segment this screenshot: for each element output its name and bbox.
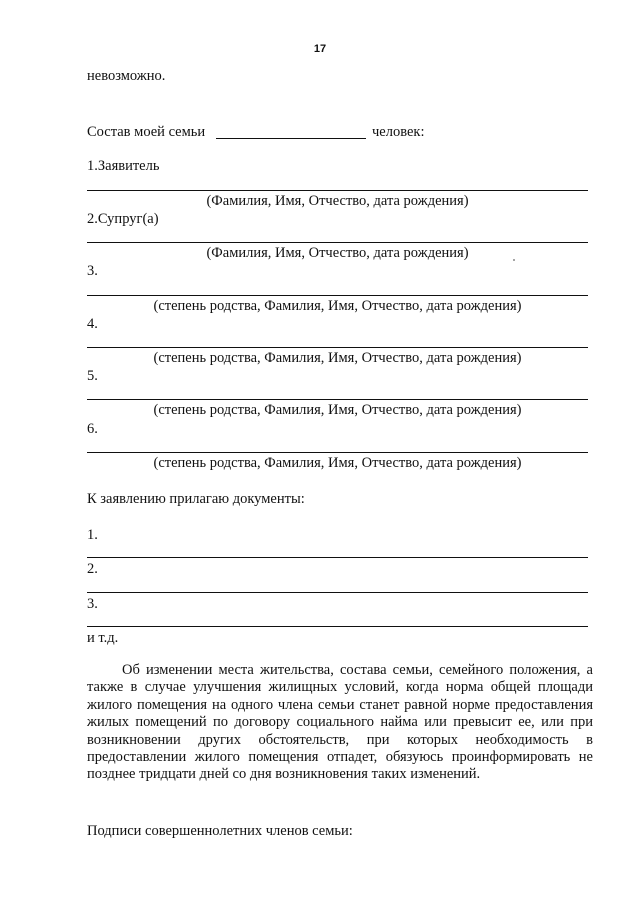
- document-item-number: 2.: [87, 561, 98, 577]
- documents-heading: К заявлению прилагаю документы:: [87, 491, 305, 507]
- member-entry-line[interactable]: [87, 399, 588, 400]
- continuation-text: невозможно.: [87, 68, 166, 84]
- member-number: 6.: [87, 421, 98, 437]
- family-composition-label: Состав моей семьи: [87, 124, 206, 140]
- scan-speck: [513, 259, 515, 261]
- document-entry-line[interactable]: [87, 626, 588, 627]
- documents-etc: и т.д.: [87, 630, 119, 646]
- member-entry-line[interactable]: [87, 242, 588, 243]
- document-item-number: 3.: [87, 596, 98, 612]
- member-caption: (степень родства, Фамилия, Имя, Отчество, дата рождения): [153, 350, 522, 366]
- member-entry-line[interactable]: [87, 295, 588, 296]
- family-count-field[interactable]: [216, 138, 366, 139]
- member-entry-line[interactable]: [87, 452, 588, 453]
- member-caption: (степень родства, Фамилия, Имя, Отчество, дата рождения): [153, 402, 522, 418]
- page-number: 17: [313, 43, 327, 55]
- document-entry-line[interactable]: [87, 557, 588, 558]
- signatures-heading: Подписи совершеннолетних членов семьи:: [87, 823, 353, 839]
- member-caption: (Фамилия, Имя, Отчество, дата рождения): [206, 245, 469, 261]
- member-caption: (Фамилия, Имя, Отчество, дата рождения): [206, 193, 469, 209]
- member-number: 3.: [87, 263, 98, 279]
- member-number: 1.Заявитель: [87, 158, 160, 174]
- member-number: 5.: [87, 368, 98, 384]
- member-caption: (степень родства, Фамилия, Имя, Отчество, дата рождения): [153, 298, 522, 314]
- document-entry-line[interactable]: [87, 592, 588, 593]
- member-caption: (степень родства, Фамилия, Имя, Отчество, дата рождения): [153, 455, 522, 471]
- member-entry-line[interactable]: [87, 190, 588, 191]
- family-composition-unit: человек:: [372, 124, 425, 140]
- member-entry-line[interactable]: [87, 347, 588, 348]
- member-number: 4.: [87, 316, 98, 332]
- obligation-paragraph: Об изменении места жительства, состава семьи, семейного положения, а также в случае улучшения жилищных условий, когда норма общей площади жилого помещения на одного члена семьи станет равной норме предоставления жилых помещений по договору социального найма или превысит ее, или при возникновении других обстоятельств, при которых необходимость в предоставлении жилого помещения отпадет, обязуюсь проинформировать не позднее тридцати дней со дня возникновения таких изменений.: [87, 662, 593, 783]
- member-number: 2.Супруг(а): [87, 211, 159, 227]
- document-item-number: 1.: [87, 527, 98, 543]
